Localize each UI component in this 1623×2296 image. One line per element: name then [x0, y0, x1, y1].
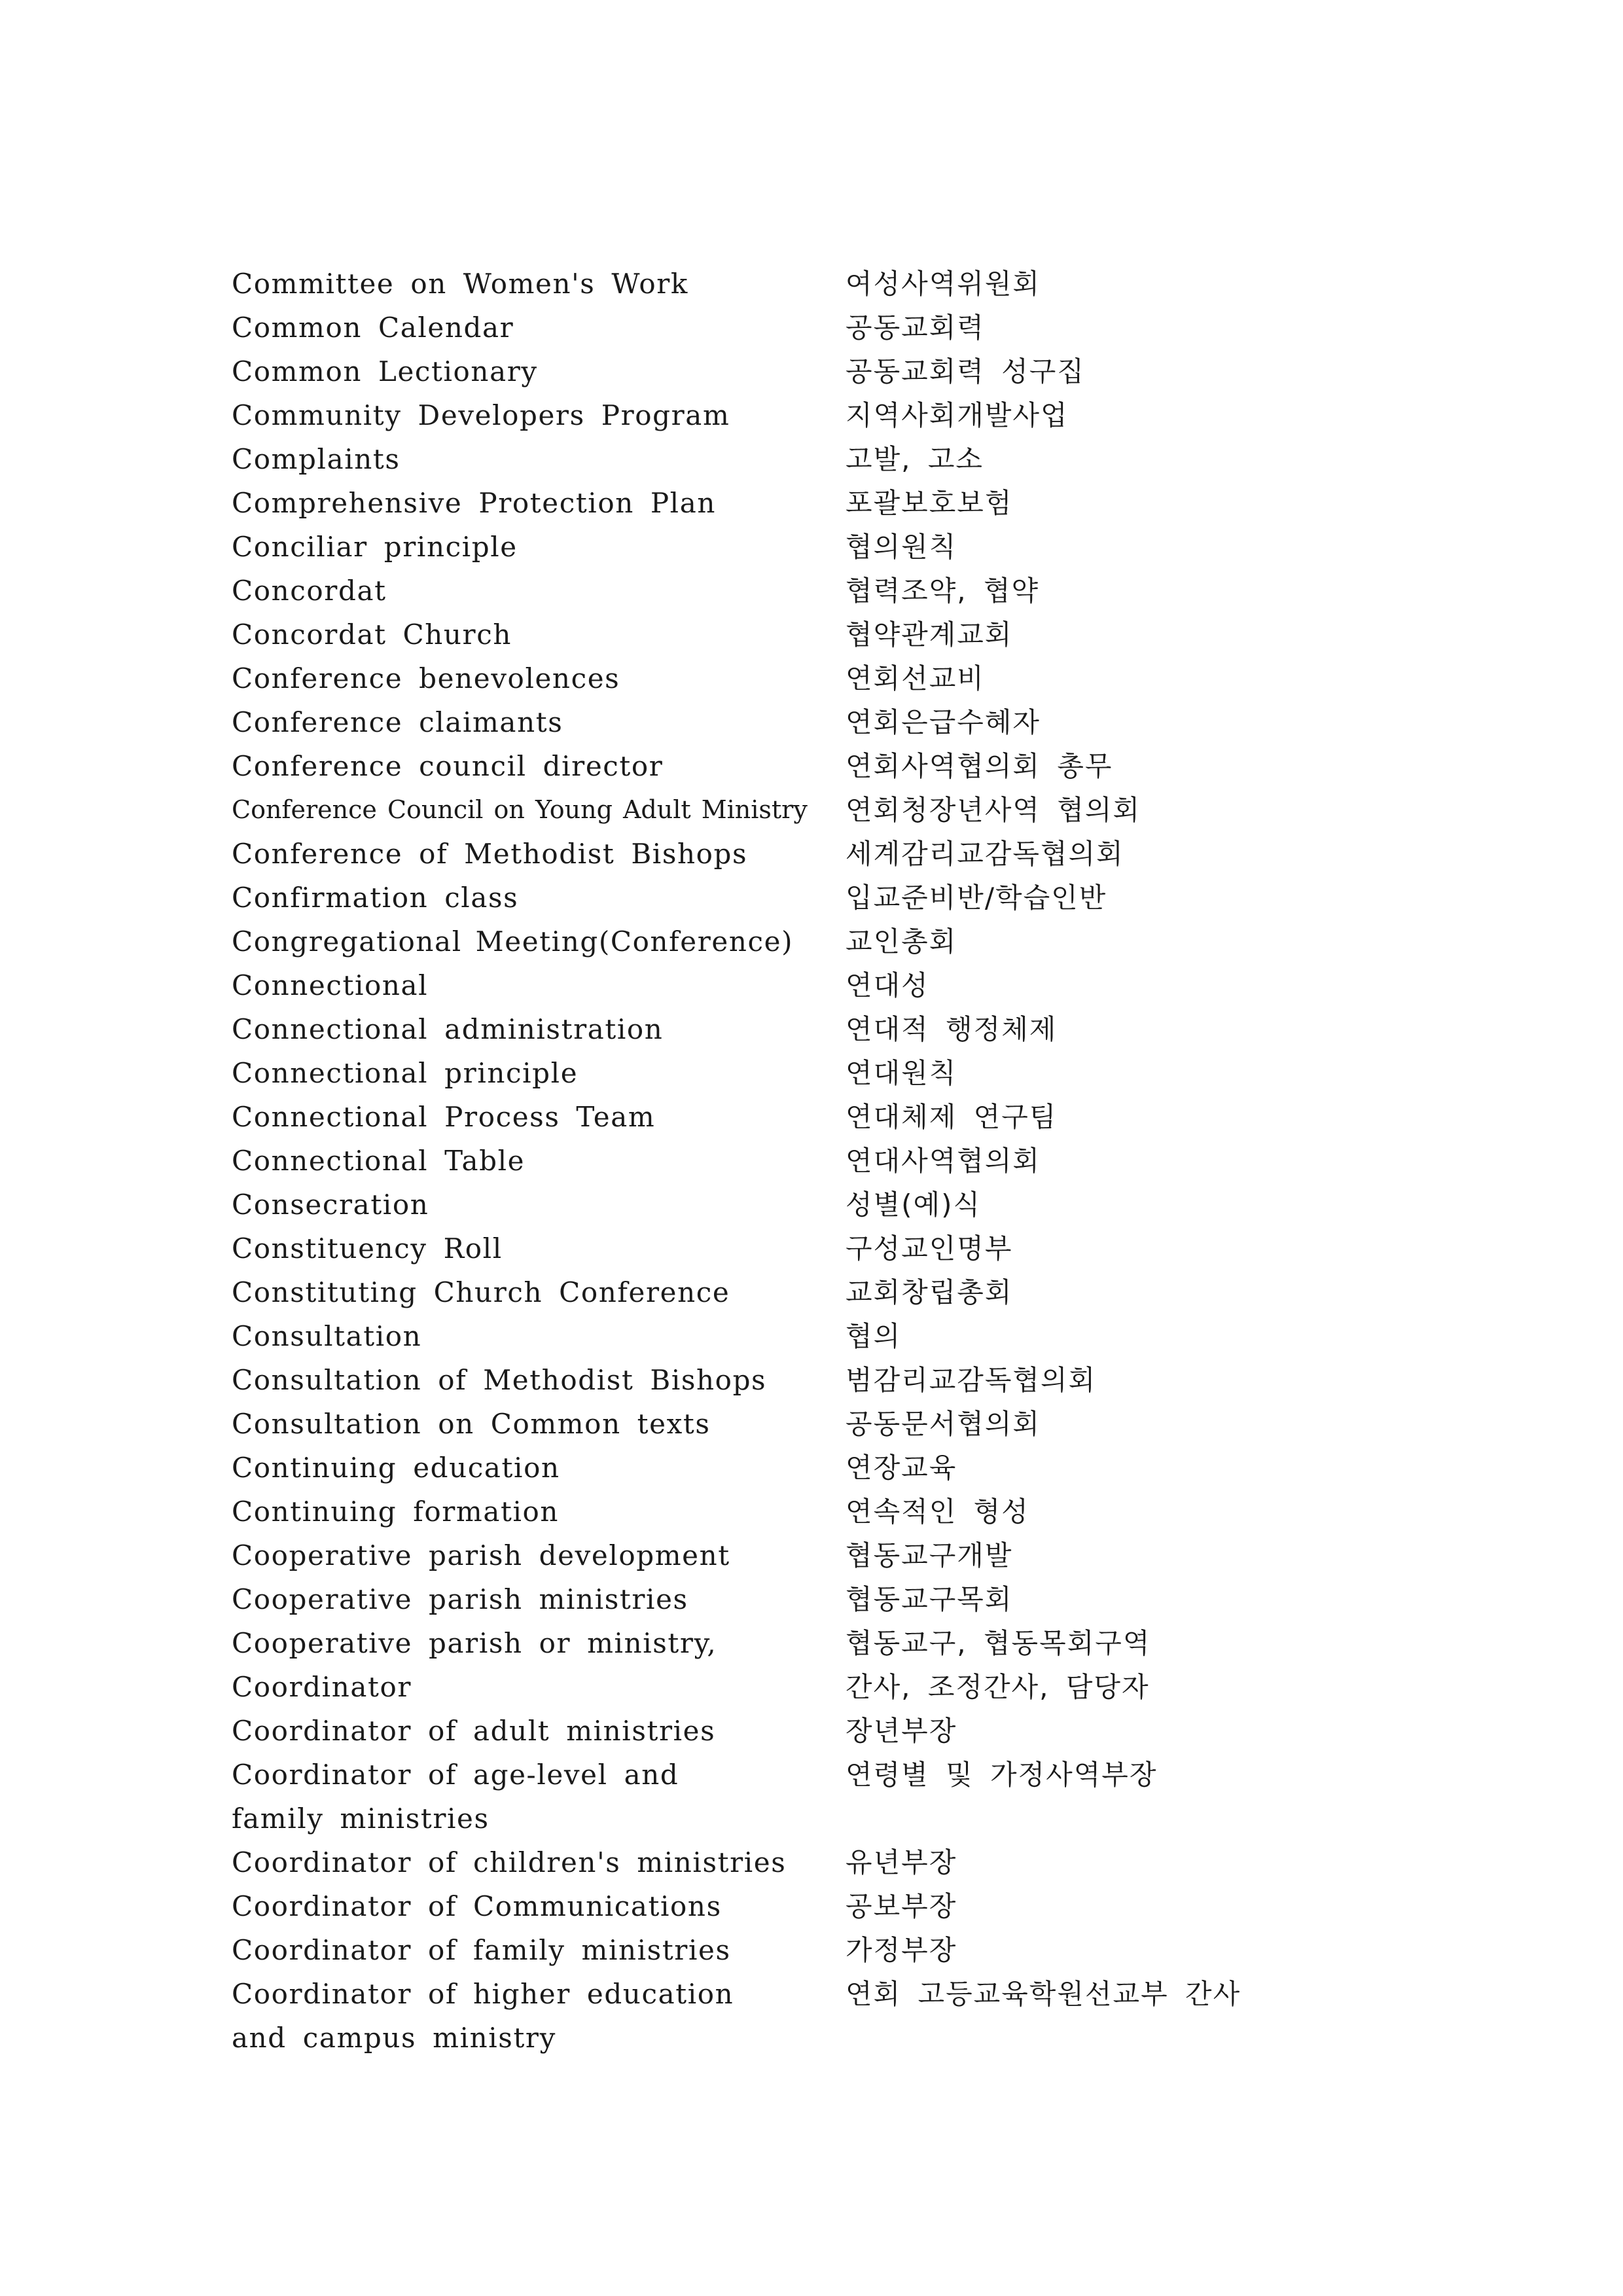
glossary-row — [232, 1314, 1344, 1358]
glossary-row — [232, 613, 1344, 656]
glossary-row — [232, 1227, 1344, 1270]
english-term: Conference benevolences — [232, 662, 620, 694]
english-term: Coordinator of children's ministries — [232, 1846, 787, 1878]
korean-translation: 범감리교감독협의회 — [846, 1364, 1097, 1396]
english-term: Coordinator of Communications — [232, 1890, 722, 1922]
korean-translation: 간사, 조정간사, 담당자 — [846, 1671, 1150, 1703]
glossary-row — [232, 481, 1344, 525]
glossary-row — [232, 832, 1344, 876]
korean-translation: 연령별 및 가정사역부장 — [846, 1759, 1158, 1791]
glossary-row — [232, 656, 1344, 700]
glossary-row — [232, 1972, 1344, 2060]
korean-translation: 세계감리교감독협의회 — [846, 838, 1124, 870]
english-term: Conciliar principle — [232, 531, 518, 563]
korean-translation: 교인총회 — [846, 925, 957, 958]
korean-translation: 여성사역위원회 — [846, 268, 1041, 300]
glossary-row — [232, 1358, 1344, 1402]
glossary-row — [232, 1007, 1344, 1051]
korean-translation: 성별(예)식 — [846, 1189, 982, 1221]
english-term: Connectional — [232, 969, 429, 1001]
korean-translation: 연대적 행정체제 — [846, 1013, 1058, 1045]
korean-translation: 가정부장 — [846, 1934, 957, 1966]
english-term: Connectional principle — [232, 1057, 579, 1089]
glossary-row — [232, 1139, 1344, 1183]
korean-translation: 연속적인 형성 — [846, 1496, 1029, 1528]
korean-translation: 연회청장년사역 협의회 — [846, 794, 1141, 826]
glossary-row — [232, 1051, 1344, 1095]
english-term: Coordinator of adult ministries — [232, 1715, 716, 1747]
english-term: Community Developers Program — [232, 399, 730, 431]
glossary-row — [232, 1665, 1344, 1709]
korean-translation: 공보부장 — [846, 1890, 957, 1922]
glossary-row — [232, 1621, 1344, 1665]
english-term: Conference claimants — [232, 706, 563, 738]
korean-translation: 구성교인명부 — [846, 1232, 1013, 1265]
glossary-row — [232, 876, 1344, 920]
korean-translation: 입교준비반/학습인반 — [846, 882, 1107, 914]
glossary-row — [232, 1402, 1344, 1446]
korean-translation: 연대성 — [846, 969, 929, 1001]
korean-translation: 협약관계교회 — [846, 619, 1013, 651]
korean-translation: 협의 — [846, 1320, 902, 1352]
english-term: Conference council director — [232, 750, 664, 782]
glossary-row — [232, 700, 1344, 744]
korean-translation: 공동문서협의회 — [846, 1408, 1041, 1440]
korean-translation: 공동교회력 성구집 — [846, 355, 1085, 387]
korean-translation: 연회선교비 — [846, 662, 985, 694]
english-term: Continuing education — [232, 1452, 560, 1484]
glossary-row — [232, 525, 1344, 569]
english-term: Consecration — [232, 1189, 429, 1221]
korean-translation: 협의원칙 — [846, 531, 957, 563]
glossary-row — [232, 1928, 1344, 1972]
glossary-row — [232, 1534, 1344, 1577]
glossary-row — [232, 1884, 1344, 1928]
glossary-row — [232, 1095, 1344, 1139]
korean-translation: 협동교구, 협동목회구역 — [846, 1627, 1151, 1659]
glossary-row — [232, 262, 1344, 306]
english-term: Coordinator of higher education and campus ministry — [232, 1978, 734, 2054]
english-term: Constituency Roll — [232, 1232, 503, 1265]
korean-translation: 협동교구개발 — [846, 1539, 1013, 1571]
english-term: Connectional administration — [232, 1013, 664, 1045]
english-term: Constituting Church Conference — [232, 1276, 730, 1308]
glossary-row — [232, 350, 1344, 393]
english-term: Coordinator of family ministries — [232, 1934, 731, 1966]
glossary-row — [232, 1446, 1344, 1490]
glossary-row — [232, 788, 1344, 832]
english-term: Committee on Women's Work — [232, 268, 688, 300]
english-term: Conference of Methodist Bishops — [232, 838, 748, 870]
glossary-list — [232, 262, 1344, 2060]
english-term: Cooperative parish ministries — [232, 1583, 688, 1615]
glossary-row — [232, 1490, 1344, 1534]
english-term: Congregational Meeting(Conference) — [232, 925, 794, 958]
korean-translation: 교회창립총회 — [846, 1276, 1013, 1308]
glossary-row — [232, 1753, 1344, 1840]
english-term: Concordat — [232, 575, 387, 607]
korean-translation: 협력조약, 협약 — [846, 575, 1040, 607]
english-term: Consultation on Common texts — [232, 1408, 711, 1440]
glossary-row — [232, 744, 1344, 788]
english-term: Consultation of Methodist Bishops — [232, 1364, 767, 1396]
glossary-row — [232, 1577, 1344, 1621]
glossary-row — [232, 920, 1344, 963]
english-term: Consultation — [232, 1320, 422, 1352]
korean-translation: 지역사회개발사업 — [846, 399, 1069, 431]
korean-translation: 포괄보호보험 — [846, 487, 1013, 519]
glossary-row — [232, 963, 1344, 1007]
english-term: Cooperative parish or ministry, — [232, 1627, 717, 1659]
english-term: Continuing formation — [232, 1496, 560, 1528]
english-term: Coordinator of age-level and family ministries — [232, 1759, 679, 1835]
korean-translation: 고발, 고소 — [846, 443, 984, 475]
korean-translation: 연회사역협의회 총무 — [846, 750, 1113, 782]
english-term: Common Calendar — [232, 312, 514, 344]
english-term: Coordinator — [232, 1671, 412, 1703]
korean-translation: 연대사역협의회 — [846, 1145, 1041, 1177]
glossary-row — [232, 1270, 1344, 1314]
english-term: Common Lectionary — [232, 355, 538, 387]
english-term: Cooperative parish development — [232, 1539, 730, 1571]
korean-translation: 유년부장 — [846, 1846, 957, 1878]
english-term: Connectional Process Team — [232, 1101, 656, 1133]
glossary-row — [232, 1840, 1344, 1884]
korean-translation: 장년부장 — [846, 1715, 957, 1747]
glossary-row — [232, 393, 1344, 437]
glossary-row — [232, 437, 1344, 481]
glossary-row — [232, 1183, 1344, 1227]
korean-translation: 연장교육 — [846, 1452, 957, 1484]
english-term: Comprehensive Protection Plan — [232, 487, 716, 519]
korean-translation: 연대체제 연구팀 — [846, 1101, 1058, 1133]
glossary-row — [232, 569, 1344, 613]
glossary-row — [232, 1709, 1344, 1753]
english-term: Concordat Church — [232, 619, 512, 651]
english-term: Conference Council on Young Adult Ministry — [232, 795, 808, 824]
english-term: Complaints — [232, 443, 401, 475]
english-term: Connectional Table — [232, 1145, 526, 1177]
korean-translation: 협동교구목회 — [846, 1583, 1013, 1615]
glossary-row — [232, 306, 1344, 350]
korean-translation: 연회은급수혜자 — [846, 706, 1041, 738]
korean-translation: 연회 고등교육학원선교부 간사 — [846, 1978, 1241, 2010]
korean-translation: 공동교회력 — [846, 312, 985, 344]
korean-translation: 연대원칙 — [846, 1057, 957, 1089]
english-term: Confirmation class — [232, 882, 519, 914]
